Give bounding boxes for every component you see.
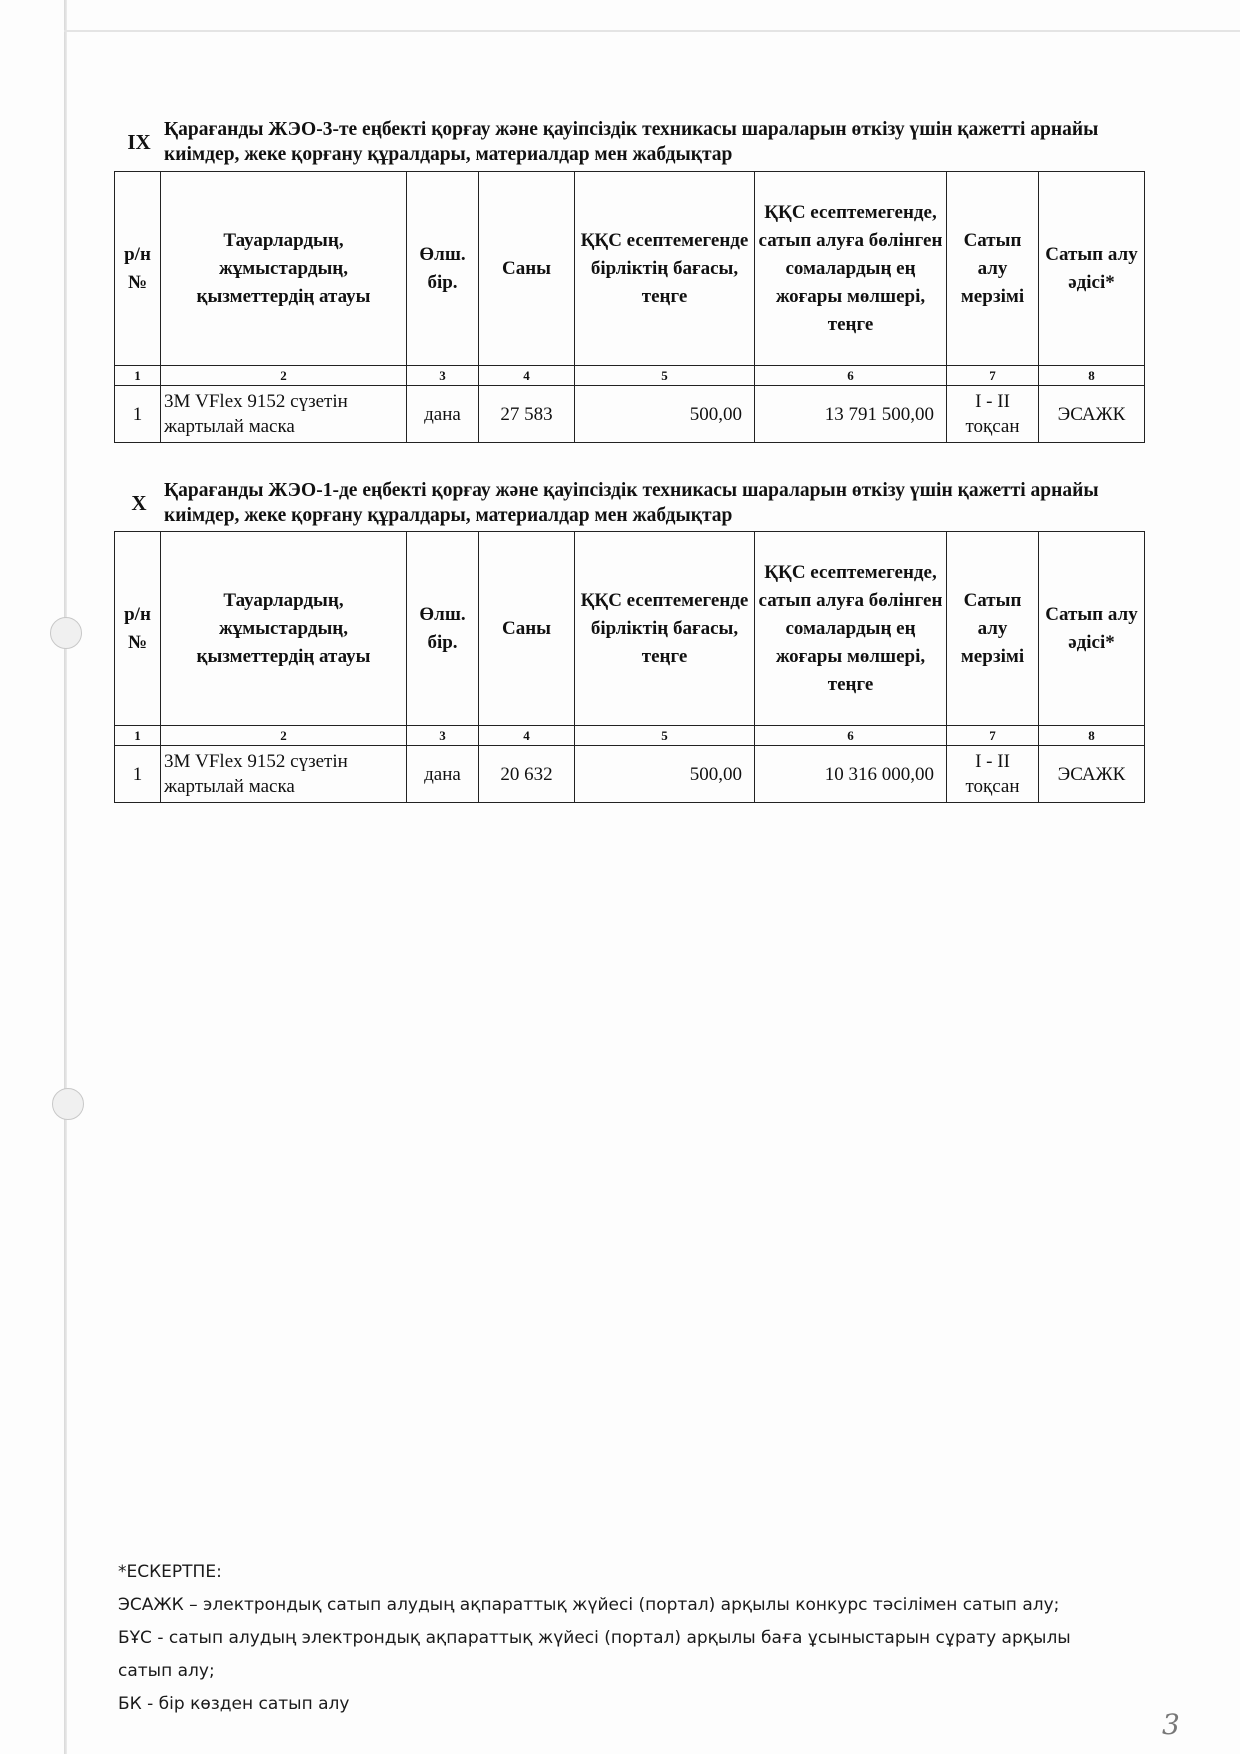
- column-header: р/н №: [115, 532, 161, 726]
- item-name: 3М VFlex 9152 сүзетін жартылай маска: [161, 386, 407, 443]
- column-number: 4: [479, 726, 575, 746]
- procurement-table: [114, 171, 1145, 443]
- column-number: 1: [115, 726, 161, 746]
- column-header: Сатып алу мерзімі: [947, 172, 1039, 366]
- column-number: 7: [947, 726, 1039, 746]
- punch-hole: [50, 617, 82, 649]
- column-header: Өлш. бір.: [407, 172, 479, 366]
- table-row: [115, 386, 1145, 443]
- item-method: ЭСАЖК: [1039, 746, 1145, 803]
- column-number-row: [115, 726, 1145, 746]
- column-number: 3: [407, 366, 479, 386]
- column-header: ҚҚС есептемегенде, сатып алуға бөлінген сомалардың ең жоғары мөлшері, теңге: [755, 532, 947, 726]
- table-row: [115, 746, 1145, 803]
- footnote-line: ЭСАЖК – электрондық сатып алудың ақпараттық жүйесі (портал) арқылы конкурс тәсілімен сатып алу;: [118, 1595, 1060, 1615]
- column-number: 4: [479, 366, 575, 386]
- row-index: 1: [115, 386, 161, 443]
- column-number: 5: [575, 726, 755, 746]
- item-price: 500,00: [575, 746, 755, 803]
- column-number: 2: [161, 726, 407, 746]
- item-quantity: 27 583: [479, 386, 575, 443]
- column-number: 6: [755, 726, 947, 746]
- column-number: 7: [947, 366, 1039, 386]
- item-name: 3М VFlex 9152 сүзетін жартылай маска: [161, 746, 407, 803]
- item-period: I - II тоқсан: [947, 386, 1039, 443]
- column-number: 6: [755, 366, 947, 386]
- page-left-edge: [64, 0, 67, 1754]
- section-title: Қарағанды ЖЭО-3-те еңбекті қорғау және қауіпсіздік техникасы шараларын өткізу үшін қажетті арнайы киімдер, жеке қорғану құралдары, материалдар мен жабдықтар: [164, 119, 1099, 165]
- footnote-heading: *ЕСКЕРТПЕ:: [118, 1562, 222, 1582]
- column-header: ҚҚС есептемегенде, сатып алуға бөлінген сомалардың ең жоғары мөлшері, теңге: [755, 172, 947, 366]
- item-total: 13 791 500,00: [755, 386, 947, 443]
- footnote-line: БҰС - сатып алудың электрондық ақпараттық жүйесі (портал) арқылы баға ұсыныстарын сұрату арқылы сатып алу;: [118, 1628, 1071, 1681]
- section-header: [114, 117, 1144, 167]
- column-number-row: [115, 366, 1145, 386]
- column-header: Саны: [479, 532, 575, 726]
- column-number: 5: [575, 366, 755, 386]
- column-header: Тауарлардың, жұмыстардың, қызметтердің атауы: [161, 172, 407, 366]
- page-top-edge: [64, 30, 1240, 32]
- item-total: 10 316 000,00: [755, 746, 947, 803]
- column-header: Тауарлардың, жұмыстардың, қызметтердің атауы: [161, 532, 407, 726]
- page-number: 3: [1162, 1708, 1180, 1741]
- section-number: IX: [127, 129, 151, 154]
- column-header: Сатып алу әдісі*: [1039, 172, 1145, 366]
- column-number: 8: [1039, 366, 1145, 386]
- column-header: ҚҚС есептемегенде бірліктің бағасы, теңге: [575, 532, 755, 726]
- column-number: 1: [115, 366, 161, 386]
- item-period: I - II тоқсан: [947, 746, 1039, 803]
- section-number: X: [131, 490, 147, 515]
- procurement-table: [114, 531, 1145, 803]
- header-row: [115, 172, 1145, 366]
- column-number: 2: [161, 366, 407, 386]
- column-header: Сатып алу әдісі*: [1039, 532, 1145, 726]
- punch-hole: [52, 1088, 84, 1120]
- header-row: [115, 532, 1145, 726]
- item-unit: дана: [407, 746, 479, 803]
- column-number: 8: [1039, 726, 1145, 746]
- item-price: 500,00: [575, 386, 755, 443]
- footnote: [118, 1556, 1118, 1721]
- column-number: 3: [407, 726, 479, 746]
- column-header: Сатып алу мерзімі: [947, 532, 1039, 726]
- footnote-line: БК - бір көзден сатып алу: [118, 1694, 350, 1714]
- section-header: [114, 478, 1144, 528]
- column-header: Саны: [479, 172, 575, 366]
- item-quantity: 20 632: [479, 746, 575, 803]
- item-method: ЭСАЖК: [1039, 386, 1145, 443]
- column-header: ҚҚС есептемегенде бірліктің бағасы, теңге: [575, 172, 755, 366]
- column-header: Өлш. бір.: [407, 532, 479, 726]
- section-title: Қарағанды ЖЭО-1-де еңбекті қорғау және қауіпсіздік техникасы шараларын өткізу үшін қажетті арнайы киімдер, жеке қорғану құралдары, материалдар мен жабдықтар: [164, 480, 1099, 526]
- column-header: р/н №: [115, 172, 161, 366]
- item-unit: дана: [407, 386, 479, 443]
- row-index: 1: [115, 746, 161, 803]
